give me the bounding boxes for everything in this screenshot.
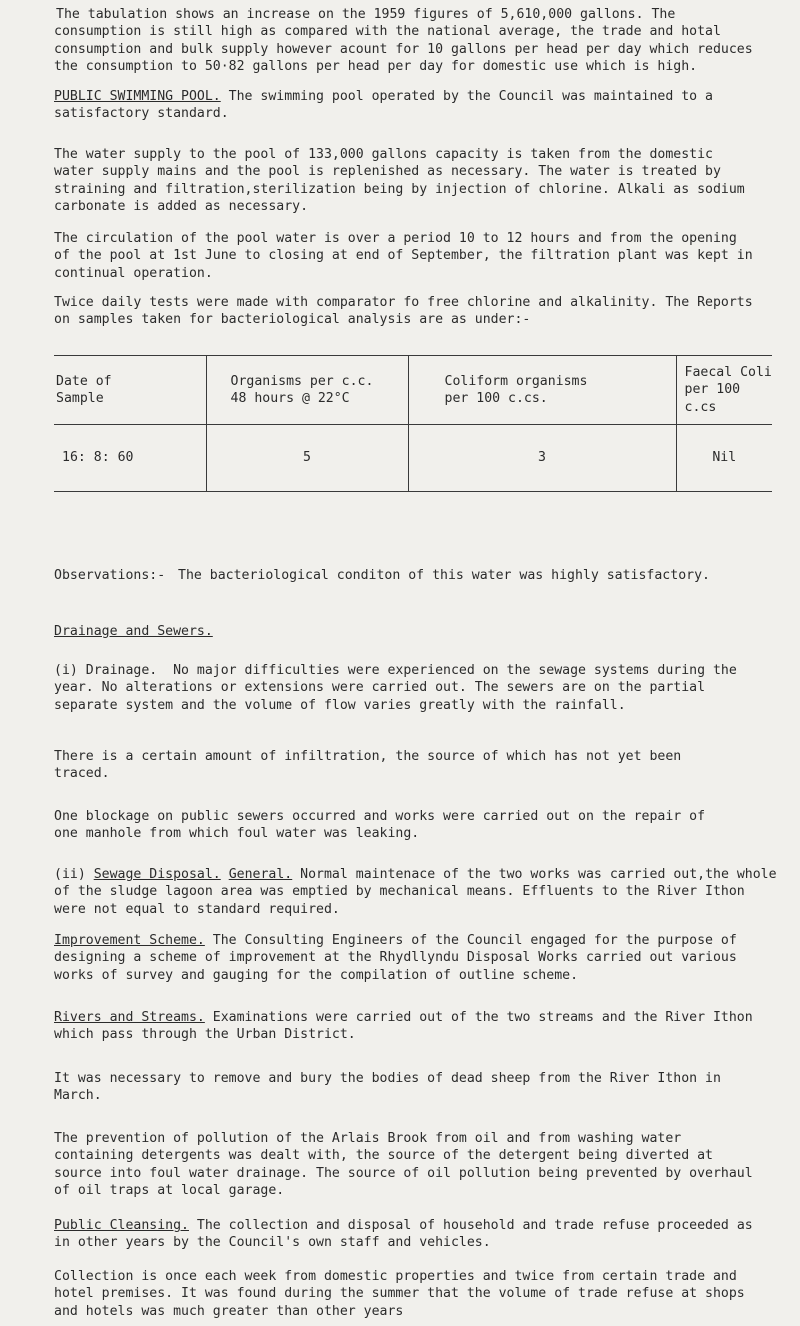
refuse-collection-paragraph: Collection is once each week from domestic properties and twice from certain trade and hotel premises. It was found during the summer that the volume of trade refuse at shops and hotels was much greater than other years: [54, 1269, 753, 1319]
sewage-disposal-label: Sewage Disposal.: [93, 867, 221, 882]
observations-text: The bacteriological conditon of this water was highly satisfactory.: [178, 568, 710, 583]
swimming-pool-intro: [54, 88, 754, 123]
drainage-text: No major difficulties were experienced on the sewage systems during the year. No alterations or extensions were carried out. The sewers are on the partial separate system and the volume of flow varies greatly with the rainfall.: [54, 663, 745, 713]
observations-label: Observations:-: [54, 568, 166, 583]
drainage-sewers-heading: Drainage and Sewers.: [54, 624, 213, 639]
blockage-paragraph: One blockage on public sewers occurred and works were carried out on the repair of one manhole from which foul water was leaking.: [54, 809, 713, 842]
rivers-streams-heading: Rivers and Streams.: [54, 1010, 205, 1025]
rivers-streams-paragraph: [54, 1009, 761, 1044]
cell-faecal-coli: Nil: [676, 425, 772, 492]
header-date-of-sample: Date of Sample: [54, 356, 206, 425]
pool-circulation-paragraph: The circulation of the pool water is over a period 10 to 12 hours and from the opening of the pool at 1st June to closing at end of September, the filtration plant was kept in continual operation.: [54, 231, 761, 281]
sewage-disposal-text: Normal maintenace of the two works was carried out,the whole of the sludge lagoon area was emptied by mechanical means. Effluents to the River Ithon were not equal to standard required.: [54, 867, 785, 917]
general-label: General.: [228, 867, 293, 882]
improvement-scheme-text: The Consulting Engineers of the Council engaged for the purpose of designing a scheme of improvement at the Rhydllyndu Disposal Works carried out various works of survey and gauging for the compilation of outline scheme.: [54, 933, 745, 983]
header-coliform-organisms: Coliform organisms per 100 c.cs.: [408, 356, 676, 425]
sewage-disposal-paragraph: (ii) Sewage Disposal. General. Normal maintenace of the two works was carried out,the whole of the sludge lagoon area was emptied by mechanical means. Effluents to the River Ithon were not equal to standard required.: [54, 867, 785, 917]
dead-sheep-paragraph: It was necessary to remove and bury the bodies of dead sheep from the River Ithon in March.: [54, 1071, 729, 1104]
pool-tests-paragraph: Twice daily tests were made with comparator fo free chlorine and alkalinity. The Reports on samples taken for bacteriological analysis are as under:-: [54, 295, 761, 328]
cell-organisms: 5: [206, 425, 408, 492]
pollution-paragraph: The prevention of pollution of the Arlais Brook from oil and from washing water containing detergents was dealt with, the source of the detergent being diverted at source into foul water drainage. The source of oil pollution being prevented by overhaul of oil traps at local garage.: [54, 1131, 761, 1199]
pool-water-supply-paragraph: The water supply to the pool of 133,000 gallons capacity is taken from the domestic water supply mains and the pool is replenished as necessary. The water is treated by straining and filtration,sterilization being by injection of chlorine. Alkali as sodium carbonate is added as necessary.: [54, 147, 753, 215]
water-consumption-paragraph: The tabulation shows an increase on the 1959 figures of 5,610,000 gallons. The consumption is still high as compared with the national average, the trade and hotal consumption and bulk supply however acount for 10 gallons per head per day which reduces the consumption to 50·82 gallons per head per day for domestic use which is high.: [54, 7, 761, 75]
bacteriological-samples-table: [54, 355, 772, 492]
cell-date: 16: 8: 60: [54, 425, 206, 492]
cell-coliform: 3: [408, 425, 676, 492]
infiltration-paragraph: There is a certain amount of infiltration, the source of which has not yet been traced.: [54, 749, 690, 782]
table-header-row: [54, 356, 772, 425]
header-organisms-per-cc: Organisms per c.c. 48 hours @ 22°C: [206, 356, 408, 425]
header-faecal-coli: Faecal Coli per 100 c.cs: [676, 356, 772, 425]
table-row: [54, 425, 772, 492]
improvement-scheme-paragraph: [54, 932, 754, 984]
drainage-paragraph: [54, 662, 764, 714]
public-cleansing-heading: Public Cleansing.: [54, 1218, 189, 1233]
improvement-scheme-label: Improvement Scheme.: [54, 933, 205, 948]
public-cleansing-paragraph: [54, 1217, 761, 1252]
rivers-streams-text: Examinations were carried out of the two streams and the River Ithon which pass through the Urban District.: [54, 1010, 761, 1043]
swimming-pool-heading: PUBLIC SWIMMING POOL.: [54, 89, 221, 104]
drainage-label: (i) Drainage.: [54, 663, 158, 678]
public-cleansing-text: The collection and disposal of household and trade refuse proceeded as in other years by the Council's own staff and vehicles.: [54, 1218, 761, 1251]
swimming-pool-intro-text: The swimming pool operated by the Council was maintained to a satisfactory standard.: [54, 89, 721, 122]
